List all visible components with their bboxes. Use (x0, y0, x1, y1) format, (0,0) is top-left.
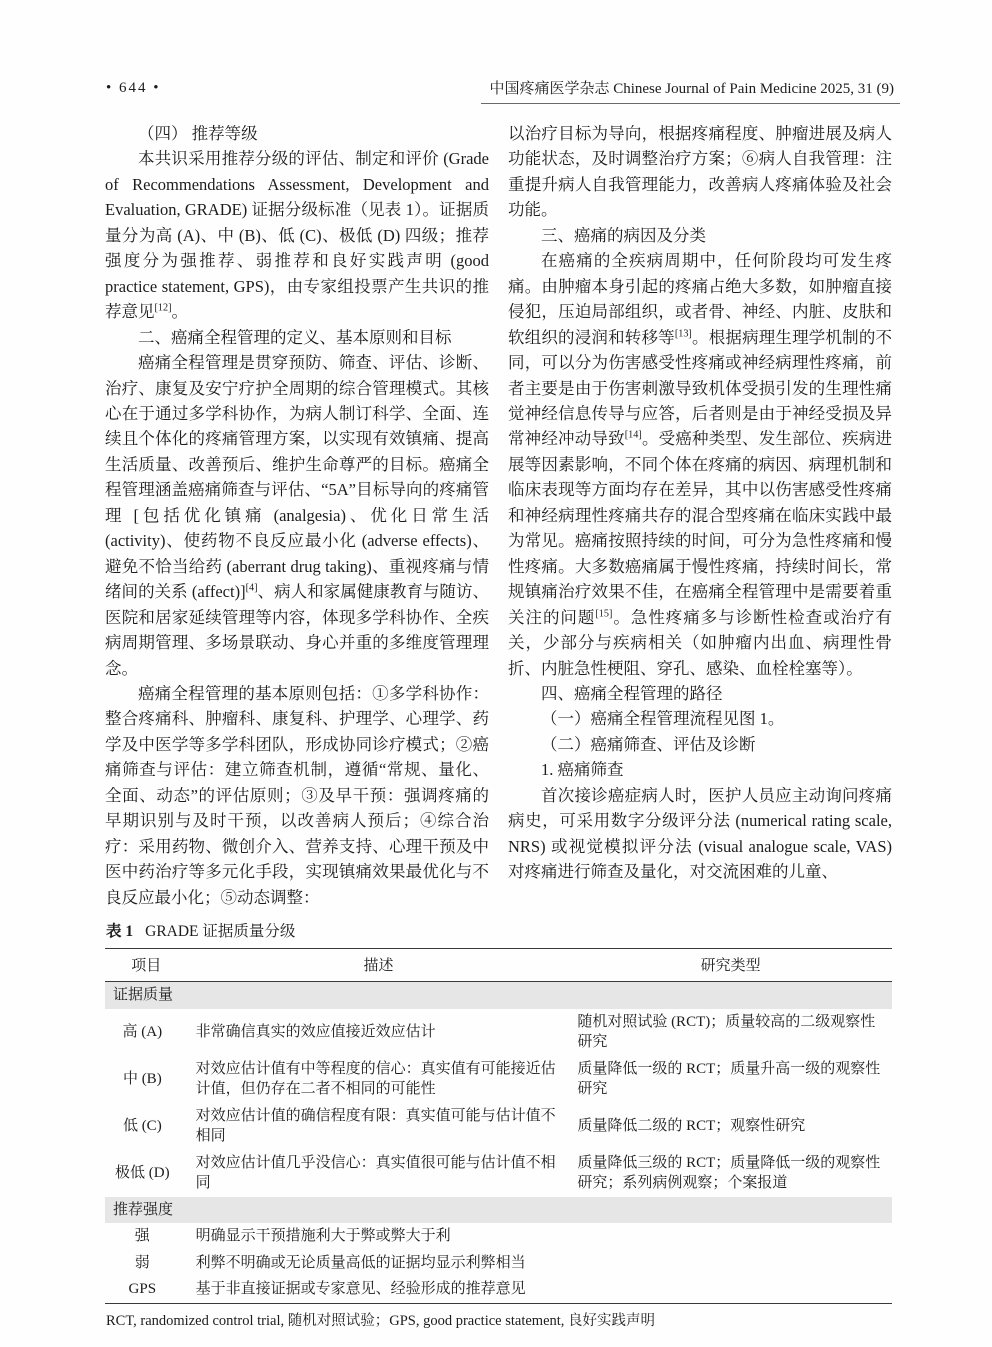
paragraph: 在癌痛的全疾病周期中，任何阶段均可发生疼痛。由肿瘤本身引起的疼痛占绝大多数，如肿瘤直接侵犯，压迫局部组织，或者骨、神经、内脏、皮肤和软组织的浸润和转移等[13]。根据病理生理学机制的不同，可以分为伤害感受性疼痛或神经病理性疼痛，前者主要是由于伤害刺激导致机体受损引发的生理性痛觉神经信息传导与应答，后者则是由于神经受损及异常神经冲动导致[14]。受癌种类型、发生部位、疾病进展等因素影响，不同个体在疼痛的病因、病理机制和临床表现等方面均存在差异，其中以伤害感受性疼痛和神经病理性疼痛共存的混合型疼痛在临床实践中最为常见。癌痛按照持续的时间，可分为急性疼痛和慢性疼痛。大多数癌痛属于慢性疼痛，持续时间长，常规镇痛治疗效果不佳，在癌痛全程管理中是需要着重关注的问题[15]。急性疼痛多与诊断性检查或治疗有关，少部分与疾病相关（如肿瘤内出血、病理性骨折、内脏急性梗阻、穿孔、感染、血栓栓塞等）。 (508, 251, 892, 678)
cell-item: 弱 (134, 1254, 150, 1271)
section-band (105, 982, 892, 1009)
table-caption (106, 919, 892, 941)
cell-type (569, 1223, 892, 1250)
cell-item: 低 (C) (122, 1117, 162, 1134)
article-body (105, 121, 892, 913)
paragraph: 以治疗目标为导向，根据疼痛程度、肿瘤进展及病人功能状态，及时调整治疗方案；⑥病人自我管理：注重提升病人自我管理能力，改善病人疼痛体验及社会功能。 (508, 124, 892, 220)
section-heading: （四） 推荐等级 (138, 124, 258, 143)
right-column (508, 121, 892, 913)
table-title-text: GRADE 证据质量分级 (145, 923, 296, 940)
cell-desc: 利弊不明确或无论质量高低的证据均显示利弊相当 (195, 1254, 526, 1271)
table-row (105, 1150, 892, 1197)
col-header-desc: 描述 (188, 949, 570, 982)
cell-type: 质量降低三级的 RCT；质量降低一级的观察性研究；系列病例观察；个案报道 (577, 1154, 881, 1191)
table-row (105, 1056, 892, 1103)
cell-desc: 对效应估计值几乎没信心：真实值很可能与估计值不相同 (195, 1154, 556, 1191)
page-number: • 644 • (106, 80, 161, 96)
section-heading: 三、癌痛的病因及分类 (541, 225, 706, 245)
cell-item: 中 (B) (122, 1070, 162, 1087)
cell-item: 高 (A) (122, 1023, 163, 1040)
cell-item: 强 (134, 1228, 150, 1244)
paragraph: 癌痛全程管理是贯穿预防、筛查、评估、诊断、治疗、康复及安宁疗护全周期的综合管理模式。其核心在于通过多学科协作，为病人制订科学、全面、连续且个体化的疼痛管理方案，以实现有效镇痛、提高生活质量、改善预后、维护生命尊严的目标。癌痛全程管理涵盖癌痛筛查与评估、“5A”目标导向的疼痛管理 [包括优化镇痛 (analgesia)、优化日常生活 (activity)、使药物不良反应最小化 (adverse effects)、避免不恰当给药 (aberrant drug taking)、重视疼痛与情绪间的关系 (affect)][4]、病人和家属健康教育与随访、医院和居家延续管理等内容，体现多学科协作、全疾病周期管理、多场景联动、身心并重的多维度管理理念。 (105, 353, 490, 678)
section-band (105, 1197, 892, 1224)
table-header-row (105, 949, 892, 982)
cell-type (569, 1276, 892, 1303)
table-row (105, 1223, 892, 1250)
cell-item: GPS (128, 1281, 157, 1297)
section-heading: （二）癌痛筛查、评估及诊断 (541, 734, 756, 754)
table-row (105, 1103, 892, 1150)
section-band-label: 推荐强度 (105, 1197, 892, 1224)
table-row (105, 1276, 892, 1303)
section-heading: 二、癌痛全程管理的定义、基本原则和目标 (138, 327, 452, 347)
section-heading: 四、癌痛全程管理的路径 (541, 683, 723, 703)
cell-type (569, 1250, 892, 1277)
table-label: 表 1 (106, 923, 134, 940)
paragraph: 癌痛全程管理的基本原则包括：①多学科协作：整合疼痛科、肿瘤科、康复科、护理学、心理学、药学及中医学等多学科团队，形成协同诊疗模式；②癌痛筛查与评估：建立筛查机制，遵循“常规、量化、全面、动态”的评估原则；③及早干预：强调疼痛的早期识别与及时干预，以改善病人预后；④综合治疗：采用药物、微创介入、营养支持、心理干预及中医中药治疗等多元化手段，实现镇痛效果最优化与不良反应最小化；⑤动态调整： (105, 683, 489, 907)
journal-title: 中国疼痛医学杂志 Chinese Journal of Pain Medicine 2025, 31 (9) (481, 77, 900, 104)
left-column (105, 121, 489, 913)
cell-desc: 对效应估计值有中等程度的信心：真实值有可能接近估计值，但仍存在二者不相同的可能性 (195, 1060, 556, 1097)
cell-desc: 非常确信真实的效应值接近效应估计 (195, 1023, 436, 1040)
cell-type: 质量降低二级的 RCT；观察性研究 (577, 1117, 806, 1134)
cell-type: 随机对照试验 (RCT)；质量较高的二级观察性研究 (577, 1013, 876, 1050)
paragraph: 本共识采用推荐分级的评估、制定和评价 (Grade of Recommendations Assessment, Development and Evaluation, GRADE) 证据分级标准（见表 1）。证据质量分为高 (A)、中 (B)、低 (C)、极低 (D) 四级；推荐强度分为强推荐、弱推荐和良好实践声明 (good practice statement, GPS)，由专家组投票产生共识的推荐意见[12]。 (105, 149, 489, 322)
section-heading: 1. 癌痛筛查 (541, 760, 624, 780)
paragraph: 首次接诊癌症病人时，医护人员应主动询问疼痛病史，可采用数字分级评分法 (numerical rating scale, NRS) 或视觉模拟评分法 (visual analogue scale, VAS) 对疼痛进行筛查及量化，对交流困难的儿童、 (508, 785, 892, 882)
grade-table (105, 948, 892, 1304)
table-row (105, 1009, 892, 1056)
table-footnote: RCT, randomized control trial, 随机对照试验；GPS, good practice statement, 良好实践声明 (106, 1312, 656, 1329)
cell-item: 极低 (D) (115, 1164, 170, 1181)
cell-desc: 对效应估计值的确信程度有限：真实值可能与估计值不相同 (195, 1107, 556, 1144)
table-row (105, 1250, 892, 1277)
cell-type: 质量降低一级的 RCT；质量升高一级的观察性研究 (577, 1060, 881, 1097)
col-header-item: 项目 (105, 949, 188, 982)
table1-block (105, 919, 892, 1331)
section-heading: （一）癌痛全程管理流程见图 1。 (541, 709, 785, 729)
section-band-label: 证据质量 (105, 982, 892, 1009)
cell-desc: 基于非直接证据或专家意见、经验形成的推荐意见 (195, 1281, 526, 1297)
cell-desc: 明确显示干预措施利大于弊或弊大于利 (195, 1228, 451, 1244)
col-header-type: 研究类型 (569, 949, 892, 982)
